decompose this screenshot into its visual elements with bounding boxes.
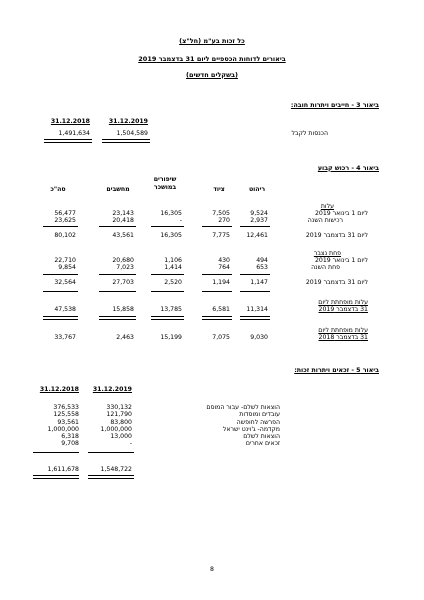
note5-value-2019: 1,000,000 <box>100 425 132 433</box>
cost-label-open: ליום 1 בינואר 2019 <box>314 210 368 217</box>
dep-end-label: ליום 31 בדצמבר 2019 <box>305 279 368 286</box>
note5-value-2018: 93,561 <box>57 418 79 426</box>
header-furniture: ריהוט <box>248 186 266 193</box>
note5-value-2018: 9,708 <box>61 440 79 448</box>
note3-rule-2019 <box>102 139 150 143</box>
net2019-equipment: 6,581 <box>212 306 230 314</box>
net2019-dbl-equipment <box>202 316 232 320</box>
note3-value-2019: 1,504,589 <box>116 130 148 137</box>
note5-total-2019: 1,548,722 <box>100 466 132 473</box>
cost-improvements <box>150 210 182 225</box>
company-title: כל זכות בע"מ (חל"צ) <box>179 37 245 45</box>
note5-total-dbl-2019 <box>88 475 134 479</box>
note3-col-2018: 31.12.2018 <box>50 118 90 125</box>
dep-rule-computers <box>99 274 136 275</box>
dep-label-open: ליום 1 בינואר 2019 <box>314 257 368 264</box>
dep-furniture <box>236 257 268 272</box>
net2019-furniture: 11,314 <box>246 306 268 314</box>
dep-end-equipment: 1,194 <box>212 279 230 286</box>
cost-total-open: 56,477 <box>54 210 76 217</box>
page-number: 8 <box>210 566 214 573</box>
note5-labels <box>206 404 280 448</box>
dep-equipment-year: 764 <box>218 264 230 272</box>
net2019-rule-improvements <box>151 291 184 292</box>
note3-heading: ביאור 3 - חייבים ויתרות חובה: <box>290 102 379 109</box>
dep-end-computers: 27,703 <box>112 279 134 286</box>
dep-total-open: 22,710 <box>54 257 76 264</box>
cost-rule-improvements <box>151 226 184 227</box>
net2018-label-line2: 31 בדצמבר 2018 <box>318 334 368 342</box>
dep-rule-furniture <box>240 274 270 275</box>
dep-furniture-year: 653 <box>256 264 268 272</box>
cost-computers <box>102 210 134 225</box>
dep-improvements <box>150 257 182 272</box>
note5-value-2018: 1,000,000 <box>47 425 79 433</box>
net2019-improvements: 13,785 <box>160 306 182 314</box>
cost-equipment-purchases: 270 <box>218 217 230 225</box>
note5-value-2019: 13,000 <box>110 433 132 441</box>
note3-value-2018: 1,491,634 <box>58 130 90 137</box>
net2019-dbl-improvements <box>151 316 184 320</box>
dep-equipment <box>198 257 230 272</box>
net2018-equipment: 7,075 <box>212 334 230 342</box>
cost-end-furniture: 12,461 <box>246 232 268 239</box>
cost-equipment-open: 7,505 <box>212 210 230 217</box>
net2019-label-line1: עלות מופחתת ליום <box>318 299 368 306</box>
note3-rule-2018 <box>44 139 92 143</box>
dep-total <box>44 257 76 272</box>
dep-equipment-open: 430 <box>218 257 230 264</box>
note5-label-accrued-expenses: הוצאות לשלם <box>243 433 280 441</box>
net2018-furniture: 9,030 <box>250 334 268 342</box>
header-equipment: ציוד <box>213 186 225 193</box>
net2019-dbl-computers <box>99 316 136 320</box>
net2019-rule-equipment <box>202 291 232 292</box>
cost-end-computers: 43,561 <box>112 232 134 239</box>
dep-end-improvements: 2,520 <box>164 279 182 286</box>
net2018-computers: 2,463 <box>116 334 134 342</box>
note5-total-dbl-2018 <box>33 475 79 479</box>
cost-rule-total <box>43 226 78 227</box>
cost-improvements-open: 16,305 <box>160 210 182 217</box>
header-total: סה"כ <box>50 186 66 193</box>
note5-label-accrued-for-attendee: הוצאות לשלם- עבור המוסם <box>206 404 280 411</box>
cost-end-equipment: 7,775 <box>212 232 230 239</box>
note5-value-2019: 330,132 <box>106 404 132 411</box>
cost-furniture-purchases: 2,937 <box>250 217 268 225</box>
cost-heading: עלות <box>320 203 334 210</box>
dep-heading: פחת נצבר <box>313 250 341 257</box>
note3-row-label: הכנסות לקבל <box>291 130 328 137</box>
currency-note: (בשקלים חדשים) <box>186 71 238 79</box>
net2019-rule-furniture <box>240 291 270 292</box>
note5-value-2018: 125,558 <box>53 411 79 419</box>
cost-total <box>44 210 76 225</box>
cost-computers-open: 23,143 <box>112 210 134 217</box>
dep-improvements-year: 1,414 <box>164 264 182 272</box>
net2019-rule-computers <box>99 291 136 292</box>
note5-values-2019 <box>86 404 132 448</box>
note5-value-2018: 6,318 <box>61 433 79 441</box>
note5-col-2019: 31.12.2019 <box>92 386 132 393</box>
cost-rule-equipment <box>202 226 232 227</box>
note4-heading: ביאור 4 - רכוש קבוע <box>317 165 379 172</box>
dep-rule-equipment <box>202 274 232 275</box>
dep-total-year: 9,854 <box>58 264 76 272</box>
note5-value-2019: 83,800 <box>110 418 132 426</box>
net2019-dbl-furniture <box>240 316 270 320</box>
note5-value-2019: - <box>129 440 132 448</box>
note5-values-2018 <box>33 404 79 448</box>
net2019-rule-total <box>43 291 78 292</box>
note5-label-other-creditors: זכאים אחרים <box>245 440 280 448</box>
net2018-label-line1: עלות מופחתת ליום <box>318 327 368 334</box>
note5-value-2018: 376,533 <box>53 404 79 411</box>
net2018-total: 33,767 <box>54 334 76 342</box>
cost-furniture <box>236 210 268 225</box>
dep-computers <box>102 257 134 272</box>
dep-label-year: פחת השנה <box>311 264 340 272</box>
cost-equipment <box>198 210 230 225</box>
note3-col-2019: 31.12.2019 <box>108 118 148 125</box>
dep-rule-total <box>43 274 78 275</box>
note5-label-employees: עובדים ומוסדות <box>239 411 280 419</box>
note5-col-2018: 31.12.2018 <box>39 386 79 393</box>
cost-rule-furniture <box>240 226 270 227</box>
cost-computers-purchases: 20,418 <box>112 217 134 225</box>
dep-end-furniture: 1,147 <box>250 279 268 286</box>
dep-computers-year: 7,023 <box>116 264 134 272</box>
cost-label-purchases: רכישות השנה <box>307 217 343 225</box>
header-computers: מחשבים <box>106 186 130 193</box>
cost-end-total: 80,102 <box>54 232 76 239</box>
net2019-label-line2: 31 בדצמבר 2019 <box>318 306 368 314</box>
note5-total-2018: 1,611,678 <box>47 466 79 473</box>
note5-rule-2018 <box>33 452 79 453</box>
cost-rule-computers <box>99 226 136 227</box>
cost-improvements-purchases: - <box>179 217 182 225</box>
cost-end-label: ליום 31 בדצמבר 2019 <box>305 232 368 239</box>
note5-rule-2019 <box>88 452 134 453</box>
notes-subtitle: ביאורים לדוחות הכספיים ליום 31 בדצמבר 2019 <box>138 55 286 63</box>
dep-rule-improvements <box>151 274 184 275</box>
net2019-computers: 15,858 <box>112 306 134 314</box>
note5-label-advance-joint: מקדמה- ג'וינט ישראל <box>222 425 280 433</box>
net2018-improvements: 15,199 <box>160 334 182 342</box>
net2019-dbl-total <box>43 316 78 320</box>
dep-computers-open: 20,680 <box>112 257 134 264</box>
net2019-total: 47,538 <box>54 306 76 314</box>
cost-furniture-open: 9,524 <box>250 210 268 217</box>
cost-end-improvements: 16,305 <box>160 232 182 239</box>
dep-furniture-open: 494 <box>256 257 268 264</box>
note5-heading: ביאור 5 - זכאים ויתרות זכות: <box>294 367 379 374</box>
dep-end-total: 32,564 <box>54 279 76 286</box>
note5-value-2019: 121,790 <box>106 411 132 419</box>
cost-total-purchases: 23,625 <box>54 217 76 225</box>
dep-improvements-open: 1,106 <box>164 257 182 264</box>
header-improvements: שיפורים במושכר <box>153 176 177 191</box>
note5-label-vacation: הפרשה לחופשה <box>236 418 280 426</box>
